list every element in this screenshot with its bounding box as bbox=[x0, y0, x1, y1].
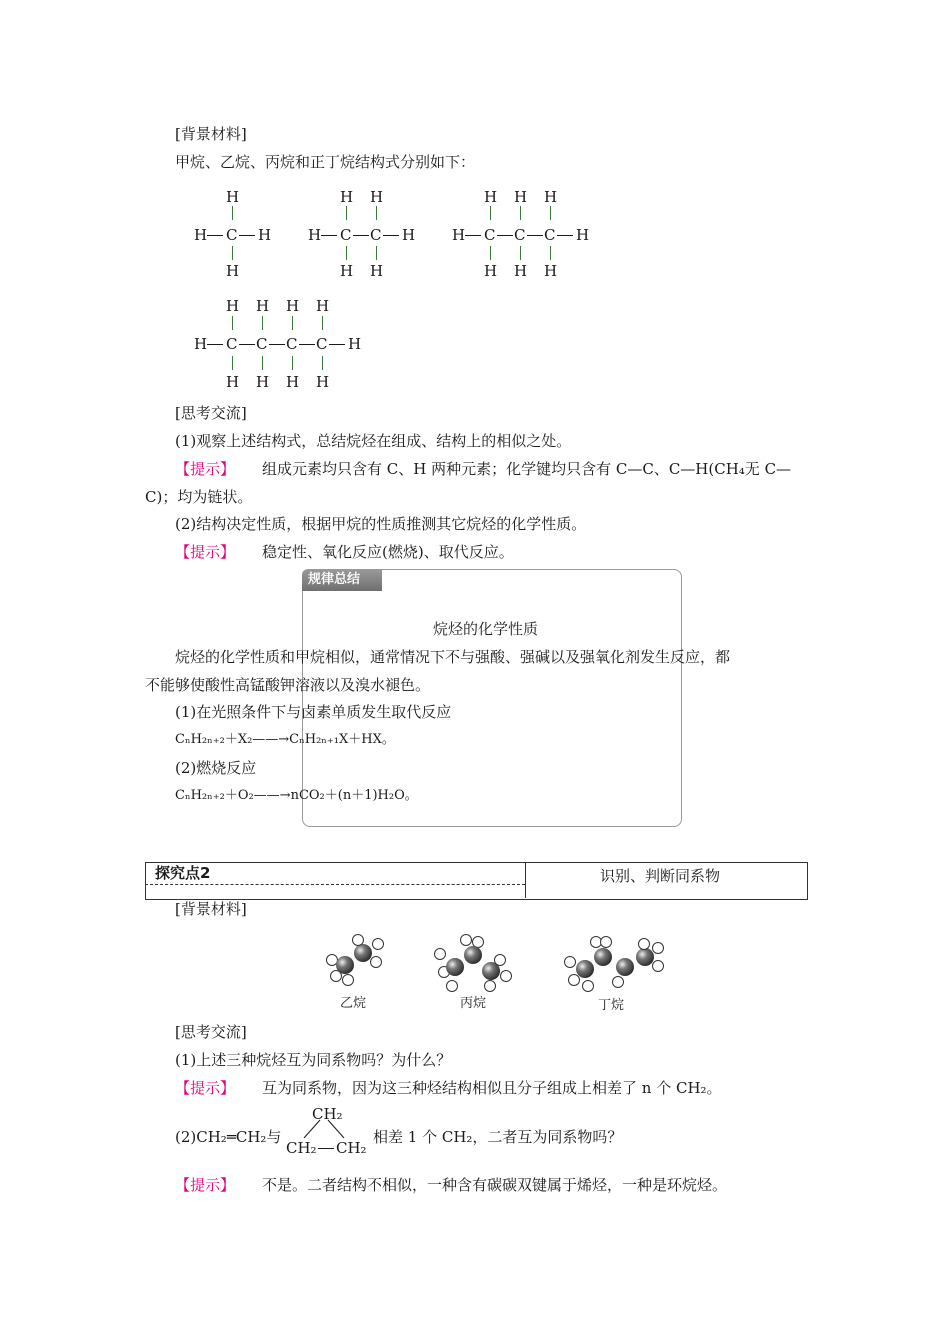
section-header-dash bbox=[145, 884, 525, 885]
summary-equation-1: CₙH₂ₙ₊₂＋X₂——→CₙH₂ₙ₊₁X＋HX。 bbox=[175, 732, 395, 747]
bg-heading-2: [背景材料] bbox=[175, 900, 247, 918]
answer-2: 稳定性、氧化反应(燃烧)、取代反应。 bbox=[262, 543, 514, 561]
think-heading-2: [思考交流] bbox=[175, 1023, 247, 1041]
question-3: (1)上述三种烷烃互为同系物吗？为什么？ bbox=[175, 1051, 452, 1069]
question-4-pre: (2)CH₂═CH₂与 bbox=[175, 1128, 282, 1146]
section-label: 探究点2 bbox=[155, 864, 211, 882]
question-2: (2)结构决定性质，根据甲烷的性质推测其它烷烃的化学性质。 bbox=[175, 515, 587, 533]
ethane-model bbox=[322, 930, 392, 990]
structures-intro: 甲烷、乙烷、丙烷和正丁烷结构式分别如下： bbox=[175, 153, 476, 171]
summary-para-line2: 不能够使酸性高锰酸钾溶液以及溴水褪色。 bbox=[145, 676, 431, 694]
butane-model bbox=[562, 932, 672, 992]
mol-label-ethane: 乙烷 bbox=[340, 996, 367, 1011]
tip-label-2: 【提示】 bbox=[175, 543, 236, 561]
summary-item-2: (2)燃烧反应 bbox=[175, 759, 257, 777]
summary-equation-2: CₙH₂ₙ₊₂＋O₂——→nCO₂＋(n＋1)H₂O。 bbox=[175, 788, 418, 803]
answer-3: 互为同系物，因为这三种烃结构相似且分子组成上相差了 n 个 CH₂。 bbox=[262, 1079, 722, 1097]
answer-1-line1: 组成元素均只含有 C、H 两种元素；化学键均只含有 C—C、C—H(CH₄无 C— bbox=[262, 460, 792, 478]
bg-heading-1: [背景材料] bbox=[175, 125, 247, 143]
summary-tag: 规律总结 bbox=[302, 569, 382, 591]
answer-1-line2: C)；均为链状。 bbox=[145, 488, 253, 506]
propane-model bbox=[432, 930, 522, 990]
section-title: 识别、判断同系物 bbox=[600, 867, 721, 885]
summary-title: 烷烃的化学性质 bbox=[433, 620, 539, 638]
summary-item-1: (1)在光照条件下与卤素单质发生取代反应 bbox=[175, 703, 452, 721]
tip-label-4: 【提示】 bbox=[175, 1176, 236, 1194]
tip-label-3: 【提示】 bbox=[175, 1079, 236, 1097]
think-heading-1: [思考交流] bbox=[175, 404, 247, 422]
mol-label-propane: 丙烷 bbox=[460, 996, 487, 1011]
answer-4: 不是。二者结构不相似，一种含有碳碳双键属于烯烃，一种是环烷烃。 bbox=[262, 1176, 728, 1194]
question-4-post: 相差 1 个 CH₂，二者互为同系物吗？ bbox=[373, 1128, 623, 1146]
tip-label-1: 【提示】 bbox=[175, 460, 236, 478]
mol-label-butane: 丁烷 bbox=[598, 998, 625, 1013]
question-1: (1)观察上述结构式，总结烷烃在组成、结构上的相似之处。 bbox=[175, 432, 572, 450]
summary-para-line1: 烷烃的化学性质和甲烷相似，通常情况下不与强酸、强碱以及强氧化剂发生反应，都 bbox=[175, 648, 731, 666]
